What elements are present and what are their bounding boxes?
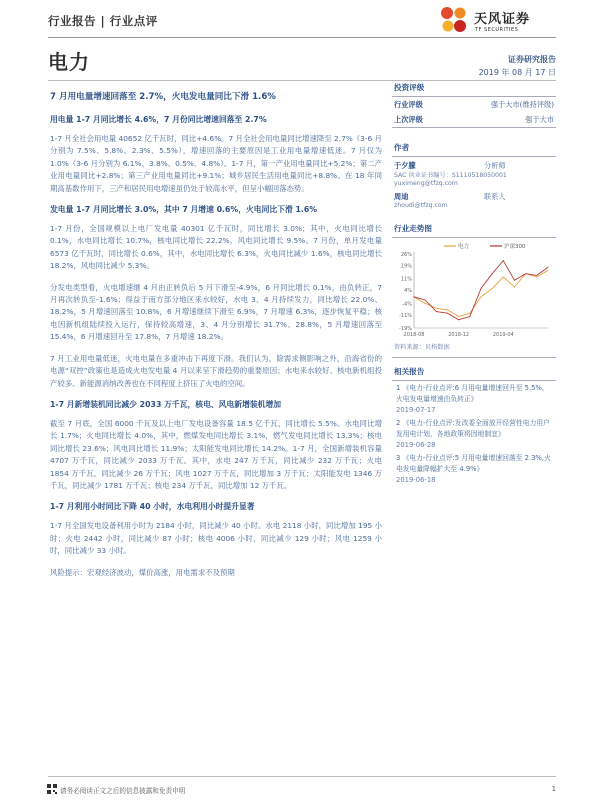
data-point [447, 309, 448, 310]
related-report-date: 2019-07-17 [396, 405, 436, 414]
y-tick-label: 4% [404, 288, 412, 295]
related-report-date: 2019-06-28 [396, 440, 436, 449]
industry-title: 电力 [48, 50, 90, 74]
data-point [469, 316, 470, 317]
rating-section-title: 投资评级 [392, 80, 556, 97]
page-number: 1 [551, 785, 556, 793]
author2-name: 周迪 [394, 191, 409, 201]
author2-email[interactable]: zhoudi@tfzq.com [394, 202, 448, 210]
header-divider [48, 37, 556, 38]
data-point [425, 303, 426, 304]
rating-label: 行业评级 [394, 100, 423, 109]
report-category: 证券研究报告 [508, 55, 556, 64]
section-paragraph: 1-7 月全社会用电量 40652 亿千瓦时，同比+4.6%。7 月全社会用电量同比增速降至 2.7%（3-6 月分别为 7.5%、5.8%、2.3%、5.5%），增速回落的主要原因是工业用电量增速低迷。7 月仅为 1.0%（3-6 月分别为 6.1%、3.8%、0.5%、4.8%）。1-7 月，第一产业用电量同比+5.2%；第二产业用电量同比+2.8%；第三产业用电量同比+9.1%；城乡居民生活用电量同比+8.8%。在 18 年同期高基数作用下，三产和居民用电增速虽仍处于较高水平，但呈小幅回落态势。 [50, 134, 382, 193]
trend-chart [392, 238, 556, 342]
brand-name-en: TF SECURITIES [475, 27, 519, 33]
data-point [536, 276, 537, 277]
y-tick-label: 26% [400, 251, 412, 258]
sidebar [392, 80, 556, 486]
y-tick-label: -11% [399, 312, 412, 319]
y-tick-label: -4% [402, 301, 412, 308]
author1-name: 于夕朦 [394, 161, 416, 170]
x-tick-label: 2019-04 [492, 331, 514, 338]
section-paragraph: 截至 7 月底，全国 6000 千瓦及以上电厂发电设备容量 18.5 亿千瓦，同比增长 5.5%。水电同比增长 1.7%；火电同比增长 4.0%，其中，燃煤发电同比增长 3.1%，燃气发电同比增长 13.3%；核电同比增长 23.6%；风电同比增长 11.9%；太阳能发电同比增长 14.2%。1-7 月，全国新增装机容量 4707 万千瓦，同比减少 2033 万千瓦。其中，水电 247 万千瓦，同比减少 232 万千瓦；火电 1854 万千瓦，同比减少 26 万千瓦；风电 1027 万千瓦，同比增加 3 万千瓦；太阳能发电 1346 万千瓦，同比减少 1781 万千瓦；核电 234 万千瓦，同比增加 12 万千瓦。 [50, 418, 382, 490]
related-report-text: 3 《电力-行业点评:5 月用电量增速回落至 2.3%,火电发电量降幅扩大至 4.9%》 [396, 453, 551, 473]
section-heading: 发电量 1-7 月同比增长 3.0%，其中 7 月增速 0.6%，火电同比下滑 1.6% [50, 205, 318, 215]
data-point [492, 288, 493, 289]
data-point [514, 280, 515, 281]
prev-rating-row [392, 112, 556, 128]
report-title: 7 月用电量增速回落至 2.7%，火电发电量同比下滑 1.6% [50, 92, 276, 102]
x-tick-label: 2018-12 [448, 331, 470, 338]
rating-row [392, 97, 556, 112]
report-type: 行业报告 | 行业点评 [48, 14, 158, 28]
data-point [481, 296, 482, 297]
legend-label: 电力 [458, 243, 470, 250]
trend-section-title: 行业走势图 [392, 221, 556, 238]
data-point [436, 311, 437, 312]
data-point [458, 319, 459, 320]
footer-disclaimer: 请务必阅读正文之后的信息披露和免责申明 [60, 787, 186, 795]
author1-row [392, 160, 556, 172]
data-point [503, 260, 504, 261]
data-point [447, 313, 448, 314]
data-point [425, 300, 426, 301]
qr-icon [47, 784, 57, 794]
author1-cert: SAC 执业证书编号：S1110518050001 [394, 171, 507, 179]
data-point [492, 273, 493, 274]
related-report-text: 1 《电力-行业点评:6 月用电量增速回升至 5.5%，火电发电量增速由负转正》 [396, 383, 549, 403]
section-heading: 1-7 月利用小时同比下降 40 小时，水电利用小时提升显著 [50, 502, 255, 512]
data-point [458, 316, 459, 317]
section-paragraph: 分发电类型看，火电增速继 4 月由正转负后 5 月下滑至-4.9%，6 月同比增长 0.1%，由负转正，7 月再次转负至-1.6%；得益于南方部分地区来水较好，水电 3、4 月持续发力，同比增长 22.0%、18.2%，5 月增速回落至 10.8%，6 月增速继续下滑至 6.9%，7 月增速 6.3%，逐步恢复平稳；核电因新机组陆续投入运行，保持较高增速，3、4 月分别增长 31.7%、28.8%，5 月增速回落至 15.4%，6 月增速回升至 17.8%，7 月增速 18.2%。 [50, 282, 382, 342]
related-report-text: 2 《电力-行业点评:发改委全面放开经营性电力用户发用电计划，各地政策将因地制宜》 [396, 418, 550, 438]
section-paragraph: 1-7 月份，全国规模以上电厂发电量 40301 亿千瓦时，同比增长 3.0%；其中，火电同比增长 0.1%，水电同比增长 10.7%，核电同比增长 22.2%，风电同比增长 9.5%。7 月份，单月发电量 6573 亿千瓦时，同比增长 0.6%，其中，水电同比增长 6.3%，火电同比减少 1.6%，核电同比增长 18.2%，风电同比减少 5.3%。 [50, 224, 382, 271]
related-report-item[interactable] [392, 381, 556, 416]
data-point [548, 270, 549, 271]
data-point [503, 276, 504, 277]
y-tick-label: 11% [400, 276, 412, 283]
related-report-item[interactable] [392, 451, 556, 486]
data-point [514, 286, 515, 287]
author2-row [392, 191, 556, 203]
risk-warning: 风险提示：宏观经济波动，煤价高涨，用电需求不及预期 [50, 567, 235, 577]
related-section-title: 相关报告 [392, 364, 556, 381]
y-tick-label: 19% [400, 263, 412, 270]
report-date: 2019 年 08 月 17 日 [478, 68, 556, 77]
prev-rating-value: 强于大市 [525, 115, 554, 124]
section-heading: 1-7 月新增装机同比减少 2033 万千瓦，核电、风电新增装机增加 [50, 399, 282, 409]
author1-role: 分析师 [484, 161, 506, 170]
footer-divider [48, 776, 556, 777]
data-point [436, 308, 437, 309]
brand-logo [438, 3, 558, 37]
section-heading: 用电量 1-7 月同比增长 4.6%，7 月份同比增速回落至 2.7% [50, 115, 267, 124]
prev-rating-label: 上次评级 [394, 115, 423, 124]
main-content [50, 90, 382, 588]
section-paragraph: 7 月工业用电量低迷，火电电量在多重冲击下再度下滑。我们认为，除需求侧影响之外，沿海省份的电源“双控”政策也是造成火电发电量 4 月以来呈下滑趋势的重要原因；水电来水较好、核电新机组投产较多、新能源消纳改善也在不同程度上挤压了火电的空间。 [50, 353, 382, 388]
rating-value: 强于大市(维持评级) [490, 100, 554, 109]
data-point [525, 273, 526, 274]
data-point [469, 313, 470, 314]
chart-source: 资料来源：贝格数据 [392, 344, 556, 358]
section-paragraph: 1-7 月全国发电设备利用小时为 2184 小时，同比减少 40 小时。水电 2118 小时，同比增加 195 小时；火电 2442 小时，同比减少 87 小时；核电 4006 小时，同比减少 129 小时；风电 1259 小时，同比减少 33 小时。 [50, 521, 382, 556]
brand-name-cn: 天风证券 [474, 12, 531, 27]
x-tick-label: 2018-08 [403, 331, 425, 338]
related-report-date: 2019-06-18 [396, 475, 436, 484]
y-tick-label: -19% [399, 325, 412, 332]
author-section-title: 作者 [392, 140, 556, 157]
data-point [414, 296, 415, 297]
logo-mark-icon [438, 5, 470, 37]
related-report-item[interactable] [392, 416, 556, 451]
author2-role: 联系人 [484, 191, 506, 201]
author1-email[interactable]: yuximeng@tfzq.com [394, 180, 458, 188]
data-point [548, 267, 549, 268]
series-line [414, 261, 548, 320]
data-point [481, 288, 482, 289]
data-point [536, 275, 537, 276]
legend-label: 沪深300 [504, 243, 526, 250]
